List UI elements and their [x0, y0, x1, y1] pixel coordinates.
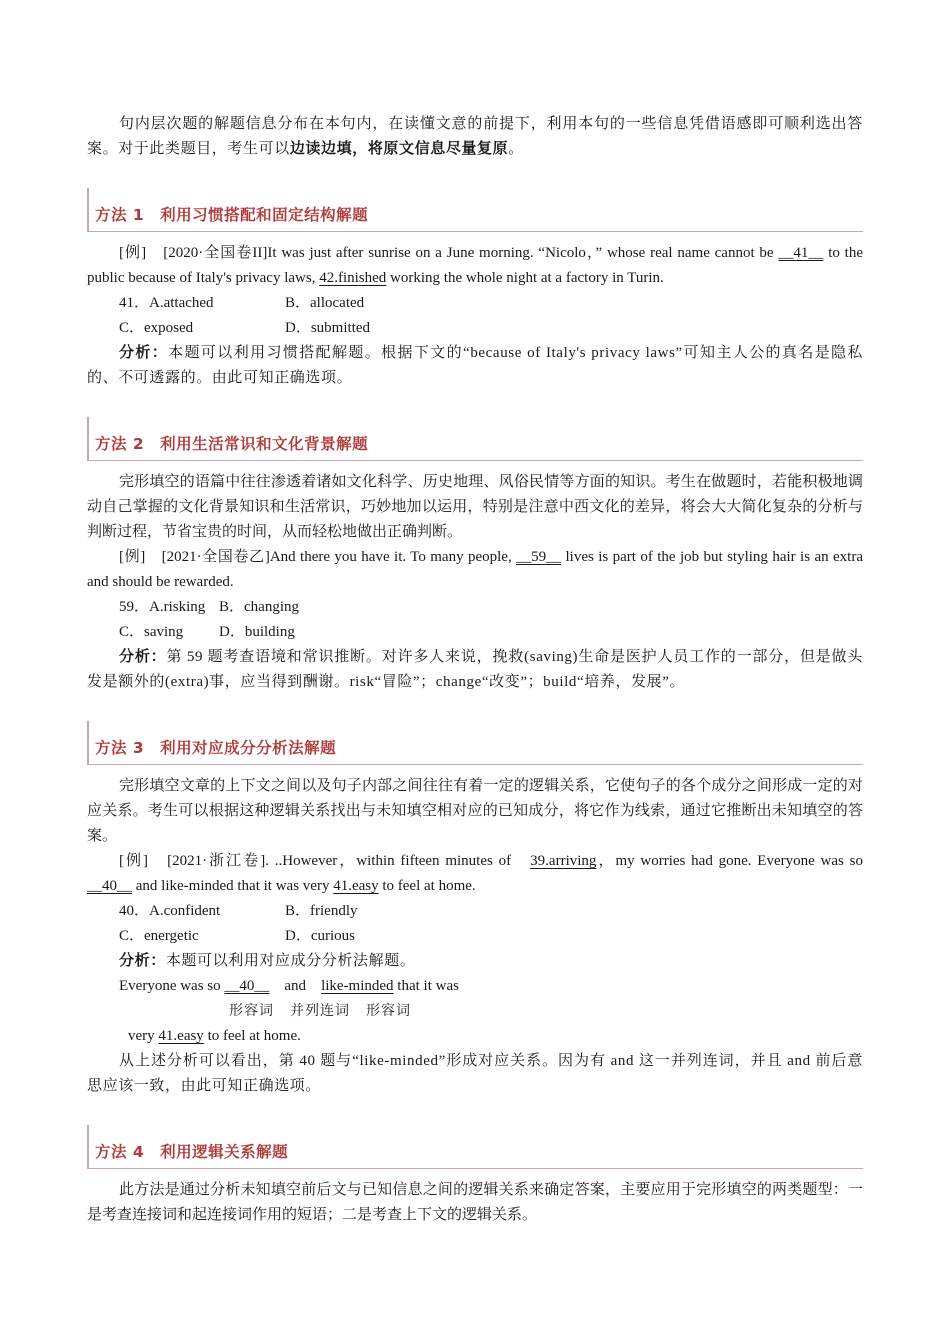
method-2-paragraph: 完形填空的语篇中往往渗透着诸如文化科学、历史地理、风俗民情等方面的知识。考生在做题时，若能积极地调动自己掌握的文化背景知识和生活常识，巧妙地加以运用，特别是注意中西文化的差异，将会大大简化复杂的分析与判断过程，节省宝贵的时间，从而轻松地做出正确判断。 [87, 474, 863, 540]
method-3-title: 方法 3 利用对应成分分析法解题 [95, 739, 337, 757]
option-c: C．energetic [119, 928, 199, 944]
option-b: B．allocated [285, 295, 365, 311]
breakdown-text: to feel at home. [203, 1028, 301, 1044]
method-2-analysis [87, 645, 863, 695]
method-1-title: 方法 1 利用习惯搭配和固定结构解题 [95, 206, 369, 224]
method-1-example [87, 241, 863, 291]
blank-41: __41__ [778, 245, 824, 261]
method-2-title: 方法 2 利用生活常识和文化背景解题 [95, 435, 369, 453]
example-source: [2020·全国卷II] [163, 245, 268, 261]
example-label: [例] [119, 853, 149, 869]
analysis-text: 第 59 题考查语境和常识推断。对许多人来说，挽救(saving)生命是医护人员工作的一部分，但是做头发是额外的(extra)事，应当得到酬谢。risk“冒险”；change“改变”；build“培养，发展”。 [87, 649, 863, 690]
blank-39: 39.arriving [530, 853, 597, 869]
method-4-heading [87, 1125, 863, 1169]
breakdown-text: very [128, 1028, 159, 1044]
example-text: It was just after sunrise on a June morning. “Nicolo，” whose real name cannot be [267, 245, 779, 261]
option-d: D．building [219, 624, 295, 640]
breakdown-text: that it was [393, 978, 459, 994]
pos-label-conjunction: 并列连词 [290, 1004, 350, 1019]
example-text: ，my worries had gone. Everyone was so [596, 853, 863, 869]
method-3-analysis [87, 949, 863, 974]
example-text: to the public because of Italy's privacy laws, [87, 245, 863, 286]
option-a: 59．A.risking [119, 599, 206, 615]
intro-paragraph [87, 112, 863, 162]
option-d: D．curious [285, 928, 355, 944]
blank-42: 42.finished [319, 270, 387, 286]
method-2-options-row1 [87, 595, 863, 620]
analysis-text: 本题可以利用习惯搭配解题。根据下文的“because of Italy's privacy laws”可知主人公的真名是隐私的、不可透露的。由此可知正确选项。 [87, 345, 863, 386]
option-b: B．friendly [285, 903, 358, 919]
method-3-conclusion: 从上述分析可以看出，第 40 题与“like-minded”形成对应关系。因为有 and 这一并列连词，并且 and 前后意思应该一致，由此可知正确选项。 [87, 1053, 863, 1094]
example-text: lives is part of the job but styling hair is an extra and should be rewarded. [87, 549, 863, 590]
breakdown-text: Everyone was so [119, 978, 225, 994]
method-2-heading [87, 417, 863, 461]
blank-41: 41.easy [333, 878, 379, 894]
blank-40: __40__ [87, 878, 132, 894]
like-minded-text: like-minded [321, 978, 394, 994]
blank-41: 41.easy [158, 1028, 204, 1044]
option-c: C．exposed [119, 320, 194, 336]
method-1-options-row1 [87, 291, 863, 316]
method-4-paragraph: 此方法是通过分析未知填空前后文与已知信息之间的逻辑关系来确定答案，主要应用于完形填空的两类题型：一是考查连接词和起连接词作用的短语；二是考查上下文的逻辑关系。 [87, 1182, 863, 1223]
method-1-heading [87, 188, 863, 232]
method-3-heading [87, 721, 863, 765]
method-2-example [87, 545, 863, 595]
example-source: [2021·全国卷乙] [161, 549, 270, 565]
option-a: 41．A.attached [119, 295, 214, 311]
method-3-options-row2 [87, 924, 863, 949]
pos-label-adjective: 形容词 [229, 1004, 274, 1019]
option-d: D．submitted [285, 320, 370, 336]
analysis-text: 本题可以利用对应成分分析法解题。 [165, 953, 416, 969]
analysis-label: 分析： [119, 345, 169, 361]
method-3-breakdown-line1 [87, 974, 863, 999]
method-4-title: 方法 4 利用逻辑关系解题 [95, 1143, 289, 1161]
intro-end: 。 [508, 141, 524, 157]
document-page [87, 112, 863, 1228]
breakdown-text: and [269, 978, 322, 994]
example-source: [2021·浙江卷]. [167, 853, 269, 869]
intro-bold-text: 边读边填，将原文信息尽量复原 [289, 141, 509, 157]
method-3-pos-labels [87, 999, 863, 1024]
option-b: B．changing [219, 599, 299, 615]
method-3-options-row1 [87, 899, 863, 924]
method-3-paragraph: 完形填空文章的上下文之间以及句子内部之间往往有着一定的逻辑关系，它使句子的各个成分之间形成一定的对应关系。考生可以根据这种逻辑关系找出与未知填空相对应的已知成分，将它作为线索，通过它推断出未知填空的答案。 [87, 778, 863, 844]
pos-label-adjective: 形容词 [366, 1004, 411, 1019]
analysis-label: 分析： [119, 953, 166, 969]
example-text: ..However，within fifteen minutes of [268, 853, 531, 869]
analysis-label: 分析： [119, 649, 167, 665]
blank-59: __59__ [516, 549, 562, 565]
intro-text: 句内层次题的解题信息分布在本句内，在读懂文意的前提下，利用本句的一些信息凭借语感即可顺利选出答案。对于此类题目，考生可以 [87, 116, 863, 157]
method-3-example [87, 849, 863, 899]
example-text: and like-minded that it was very [132, 878, 334, 894]
option-a: 40．A.confident [119, 903, 221, 919]
example-text: to feel at home. [378, 878, 476, 894]
example-text: And there you have it. To many people, [269, 549, 517, 565]
example-text: working the whole night at a factory in Turin. [386, 270, 664, 286]
method-3-breakdown-line2 [87, 1024, 863, 1049]
example-label: [例] [119, 245, 147, 261]
method-1-options-row2 [87, 316, 863, 341]
example-label: [例] [119, 549, 146, 565]
method-2-options-row2 [87, 620, 863, 645]
method-1-analysis [87, 341, 863, 391]
option-c: C．saving [119, 624, 184, 640]
blank-40: __40__ [224, 978, 270, 994]
